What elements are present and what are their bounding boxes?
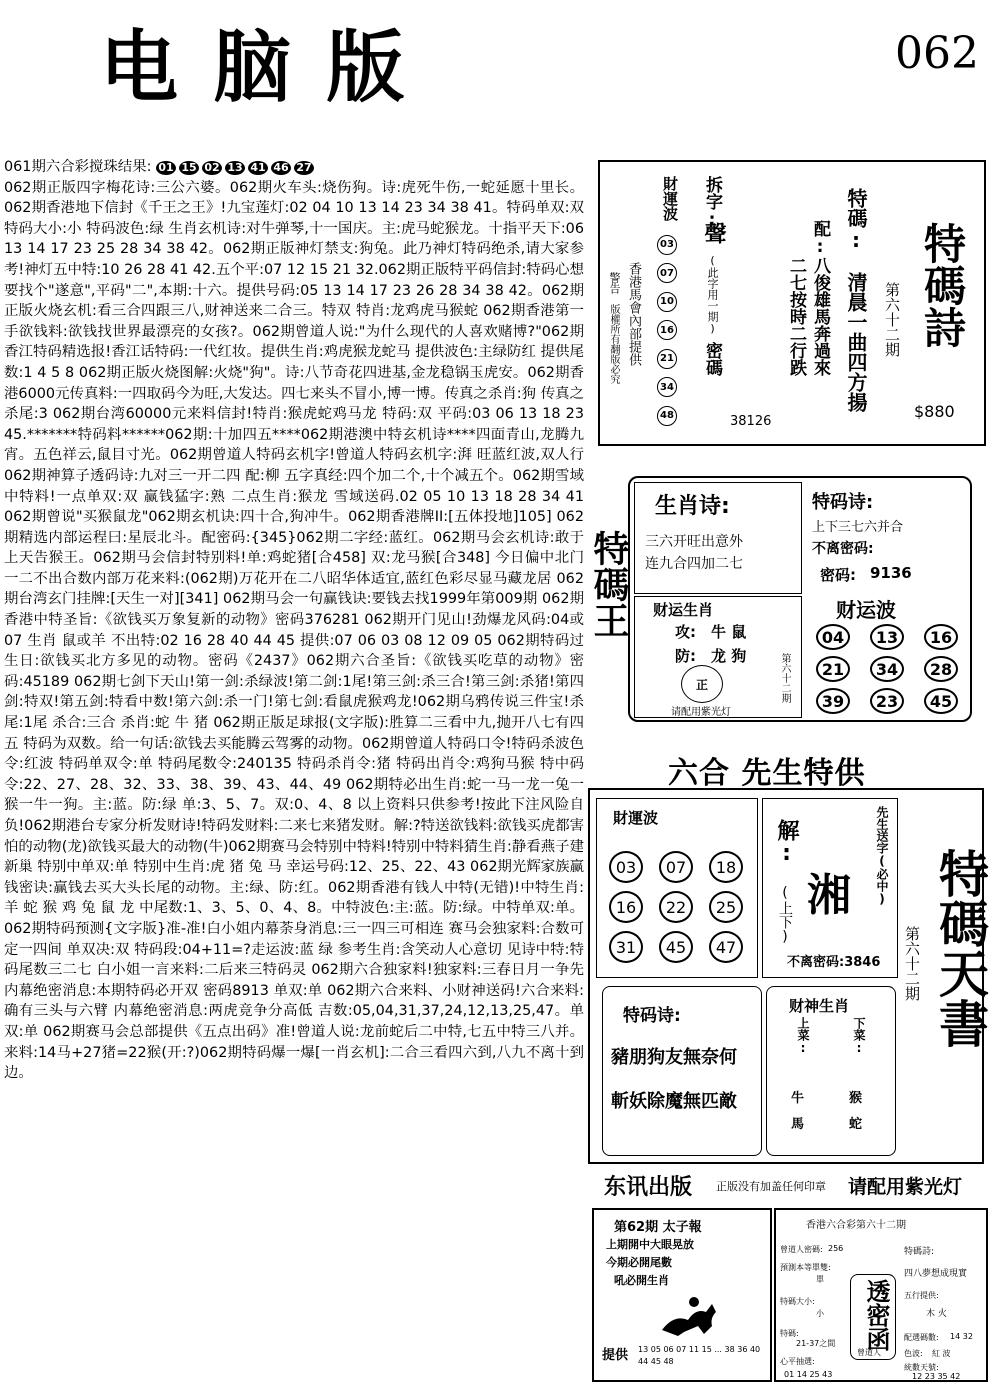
toumihan-big-sub: 曾道人 — [857, 1348, 881, 1357]
shang-value-2: 馬 — [791, 1117, 805, 1132]
result-ball: 13 — [225, 161, 245, 175]
code-number: 38126 — [730, 414, 772, 429]
tmh-t2-label: 五行提供: — [904, 1291, 939, 1300]
shengxiao-line-2: 连九合四加二七 — [645, 556, 743, 572]
liuhe-tema-line-1: 豬朋狗友無奈何 — [611, 1047, 737, 1068]
toumihan-big: 透密函 — [862, 1279, 891, 1351]
temawang-ball: 13 — [870, 624, 904, 650]
bulimima-label: 不离密码: — [812, 541, 874, 557]
liuhe-box — [588, 788, 990, 1164]
temawang-ball: 23 — [870, 688, 904, 714]
liuhe-caiyunbo-label: 財運波 — [613, 809, 659, 827]
gong-label: 攻: — [675, 623, 696, 641]
liuhe-ball: 22 — [659, 891, 693, 923]
tmh-r4-value: 01 14 25 43 — [784, 1370, 833, 1379]
poem-box — [598, 160, 986, 446]
tmh-r1-label: 曾道人密碼: — [780, 1245, 823, 1254]
liuhe-ball: 31 — [609, 931, 643, 963]
caiyunbo-ball: 48 — [657, 406, 677, 426]
temawang-ball: 16 — [924, 624, 958, 650]
liuhe-tema-panel — [602, 986, 762, 1156]
tmh-t3-label: 配選碼數: — [904, 1333, 939, 1342]
tmh-t1-value: 四八夢想成現實 — [904, 1269, 968, 1279]
shengxiao-line-1: 三六开旺出意外 — [645, 534, 743, 550]
shengxiao-panel — [634, 482, 802, 594]
result-ball: 41 — [248, 161, 268, 175]
temawang-box — [628, 476, 972, 722]
result-ball: 46 — [271, 161, 291, 175]
tmh-r3-label: 特碼大小: — [780, 1297, 815, 1306]
caishen-title: 财神生肖 — [789, 997, 850, 1015]
chaizi-char: 聲 — [701, 222, 726, 244]
tema-label: 特碼: — [844, 188, 868, 252]
tmh-r2-label: 預測本等單雙: — [780, 1263, 831, 1272]
tmh-t5-value: 12 23 35 42 — [912, 1372, 961, 1381]
main-paragraph: 062期正版四字梅花诗:三公六婆。062期火车头:烧伤狗。诗:虎死牛伤,一蛇延愿十里长。062期香港地下信封《千王之王》!九宝莲灯:02 04 10 13 14 23 34 38 41。特码单双:双 特码大小:小 特码波色:绿 生肖玄机诗:对牛弹琴,十一国庆。主:虎马蛇猴龙。十指平天下:06 13 14 17 23 25 28 34 38 42。062期正版神灯禁支:狗兔。此乃神灯特码绝杀,请大家参考!神灯五中特:10 26 28 41 42.五个平:07 12 15 21 32.062期正版特平码信封:特码心想要找个"遂意",平码"二",本期:十六。提供号码:05 13 14 17 23 26 28 34 38 42。062期正版火烧玄机:看三合四跟三八,财神送来二合三。特双 特肖:龙鸡虎马猴蛇 062期香港第一手欲钱料:欲钱找世界最漂亮的女孩?。062期曾道人说:"为什么现代的人喜欢赌博?"062期香江特码精选报!香江话特码:一代红妆。提供生肖:鸡虎猴龙蛇马 提供波色:主绿防红 提供尾数:1 4 5 8 062期正版火烧图解:火烧"狗"。诗:八节奇花四进基,金龙稳锅玉虎安。062期香港6000元传真料:一四取码今为旺,大发达。四七来头不冒小,博一博。传真之杀肖:狗 传真之杀尾:3 062期台湾60000元来料信封!特肖:猴虎蛇鸡马龙 特码:双 平码:03 06 13 18 23 45.*******特码料******062期:十加四五****062期港澳中特玄机诗****四面青山,龙腾九宵。五色祥云,鼠目寸光。062期曾道人特码玄机字!曾道人特码玄机字:湃 旺蓝红波,双人行 062期神算子透码诗:九对三一开二四 配:柳 五字真经:四个加二个,十个减五个。062期雪域中特料!一点单双:双 赢钱猛字:熟 二点生肖:猴龙 雪域送码.02 05 10 13 18 28 34 41 062期曾说"买猴鼠龙"062期玄机诀:四十合,狗冲牛。062期香港牌II:[五体投地]105] 062期精选内部运程曰:星辰北斗。配密码:{345}062期二字经:蓝红。062期马会玄机诗:敢于上天告猴王。062期马会信封特别料!单:鸡蛇猪[合458] 双:龙马猴[合348] 今日偏中北门 一二不出合数内部万花来料:(062期)万花开在二八昭华体适宜,蓝红色彩尽显马藏龙居 062期台湾玄门挂牌:[天生一对][341] 062期马会一句赢钱诀:要钱去找1999年第009期 062期香港中特圣旨:《欲钱买万象复新的动物》密码376281 062期开门见山!劲爆龙风码:04或07 生肖 鼠或羊 不出特:02 16 28 40 44 45 提供:07 06 03 08 12 09 05 062期特码过生日:欲钱买北方多见的动物。密码《2437》062期六合圣旨:《欲钱买吃草的动物》密码:45189 062期七剑下天山!第一剑:杀绿波!第二剑:1尾!第三剑:杀三合!第三剑:杀猪!第四剑:特双!第五剑:特看中数!第六剑:杀一门!第七剑:看鼠虎猴鸡龙!062期乌鸦传说三件宝!杀尾:1尾 杀合:三合 杀肖:蛇 牛 猪 062期正版足球报(文字版):胜算二三看中九,抛开八七有四五 特码为双数。给一句话:欲钱去买能腾云驾雾的动物。062期曾道人特码口令!特码杀波色令:红波 特码单双令:单 特码尾数令:240135 特码杀肖令:猪 特码出肖令:鸡狗马猴 特中码令:22、27、28、32、33、38、39、43、44、49 062期特必出生肖:蛇一马一龙一兔一猴一牛一狗。主:蓝。防:绿 单:3、5、7。双:0、4、8 以上资料只供参考!按此下注风险自负!062期港台专家分析发财诗!特码发财料:二来七来猪发财。解:?特送欲钱料:欲钱买虎都害怕的动物(龙)欲钱买最大的动物(牛)062期赛马会特别中特料!特别中特料猜生肖:静看燕子建新巢 特别中单双:单 特别中生肖:虎 猪 兔 马 幸运号码:12、25、22、43 062期光辉家族赢钱密诀:赢钱去买大头长尾的动物。主:绿、防:红。062期香港有钱人中特(无错)!中特生肖:羊 蛇 猴 鸡 兔 鼠 龙 中尾数:1、3、5、0、4、8。中特波色:主:蓝。防:绿。中特单双:单。062期特码预测{文字版}准-准!白小姐内幕荼身消息:三一四三可相连 赛马会独家料:合数可定一四间 单双决:双 特码段:04+11=?走运波:蓝 绿 参考生肖:含笑动人心意切 见诗中特:特码尾数三二七 白小姐一言来料:二后来三特码灵 062期六合独家料!独家料:三春日月一争先 内幕绝密消息:本期特码必开双 密码8913 单双:单 062期六合来料、小财神送码!六合来料:确有三头与六臂 内幕绝密消息:两虎竞争分高低 吉数:05,04,31,37,24,12,13,25,47。单双:单 062期赛马会总部提供《五点出码》准!曾道人说:龙前蛇后二中特,七五中特三八并。来料:14马+27猪=22猴(开:?)062期特码爆一爆[一肖玄机]:二合三看四六到,八九不离十到边。 — [4, 179, 584, 1082]
tmh-t3-value: 14 32 — [950, 1332, 973, 1341]
warning-text: 版權所有翻版必究 — [608, 304, 619, 384]
tmh-t4-label: 色波: — [904, 1349, 923, 1358]
temawang-ball: 28 — [924, 656, 958, 682]
caiyunbo-panel — [806, 594, 970, 720]
pei-text-1: 八俊雄馬奔過來 — [810, 257, 830, 376]
tmh-t2-value: 木 火 — [926, 1309, 947, 1319]
fang-value: 龙 狗 — [711, 647, 747, 665]
caiyunbo-balls — [657, 232, 679, 432]
caiyunbo-ball: 10 — [657, 292, 677, 312]
toumihan-header: 香港六合彩第六十二期 — [806, 1220, 906, 1231]
mima-label: 密码: — [820, 566, 856, 584]
caiyunbo-ball: 34 — [657, 377, 677, 397]
tmh-t5-label: 統數天號: — [904, 1363, 939, 1372]
publisher: 东讯出版 — [604, 1175, 693, 1200]
caiyunbo-ball: 16 — [657, 320, 677, 340]
liuhe-big-title: 特碼天書 — [931, 848, 990, 1048]
caiyunbo-ball: 03 — [657, 235, 677, 255]
taizibao-title: 第62期 太子報 — [614, 1220, 702, 1235]
jie-char: 湘 — [807, 870, 851, 921]
result-balls — [156, 159, 317, 175]
rider-image — [654, 1294, 724, 1338]
chaizi-code: 密碼 — [702, 342, 722, 376]
caiyun-panel — [634, 596, 802, 718]
chaizi-note: (此字用一期) — [706, 254, 719, 335]
horse-rider-icon — [654, 1294, 724, 1338]
xiansheng-note: 先生送字(必中) — [875, 806, 889, 906]
poem-price: $880 — [914, 402, 955, 421]
bulimima-value: 不离密码:3846 — [787, 955, 881, 970]
poem-issue: 第六十二期 — [883, 282, 901, 357]
xia-value-2: 蛇 — [849, 1117, 863, 1132]
taizibao-line-2: 今期必開尾數 — [606, 1256, 672, 1269]
jie-note: (上下) — [777, 885, 793, 945]
mima-value: 9136 — [870, 564, 912, 582]
fang-label: 防: — [675, 647, 696, 665]
stamp — [681, 665, 723, 703]
tema-line-1: 上下三七六并合 — [812, 520, 904, 535]
liuhe-ball: 03 — [609, 851, 643, 883]
temawang-ball: 45 — [924, 688, 958, 714]
tmh-r4-label: 心平抽選: — [780, 1357, 815, 1366]
caiyun-title: 财运生肖 — [653, 601, 714, 619]
taizibao-tigong: 提供 — [602, 1348, 629, 1363]
result-ball: 02 — [202, 161, 222, 175]
shang-value-1: 牛 — [791, 1091, 805, 1106]
temawang-footer: 请配用紫光灯 — [671, 707, 731, 718]
result-ball: 01 — [156, 161, 176, 175]
jie-label: 解: — [774, 819, 799, 866]
pei-label: 配: — [810, 220, 830, 257]
taizibao-nums: 13 05 06 07 11 15 ... 38 36 40 44 45 48 — [638, 1345, 761, 1366]
tmh-r5-label: 特碼: — [780, 1329, 799, 1338]
taizibao-line-1: 上期開中大眼晃放 — [606, 1238, 694, 1251]
liuhe-caiyunbo-grid — [609, 851, 759, 963]
liuhe-ball: 25 — [709, 891, 743, 923]
toumihan-box — [774, 1208, 988, 1382]
poem-title: 特碼詩 — [918, 222, 967, 348]
tmh-t1-label: 特碼詩: — [904, 1247, 935, 1257]
temawang-title: 特碼王 — [588, 530, 630, 638]
footer-notice: 正版没有加盖任何印章 — [716, 1180, 826, 1193]
liuhe-ball: 16 — [609, 891, 643, 923]
tmh-r2-value: 單 — [816, 1275, 824, 1284]
tmh-r3-value: 小 — [816, 1309, 824, 1318]
caishen-panel — [766, 986, 896, 1156]
warning-label: 警告 — [608, 272, 621, 294]
tema-title: 特码诗: — [812, 492, 874, 513]
temawang-ball: 39 — [816, 688, 850, 714]
tmh-r1-value: 256 — [828, 1244, 844, 1253]
results-prefix: 061期六合彩搅珠结果: — [4, 159, 152, 175]
stamp-text: 正 — [695, 677, 708, 692]
liuhe-issue: 第六十二期 — [903, 926, 921, 1001]
shengxiao-title: 生肖诗: — [655, 494, 730, 519]
liuhe-tema-title: 特码诗: — [623, 1006, 681, 1026]
shang-label: 上菜: — [796, 1017, 810, 1055]
result-ball: 27 — [294, 161, 314, 175]
temawang-ball: 04 — [816, 624, 850, 650]
pei-text-2: 二七按時二行跌 — [786, 257, 806, 376]
taizibao-box — [592, 1208, 772, 1382]
liuhe-banner: 六合 先生特供 — [668, 756, 866, 791]
liuhe-caiyun-panel — [596, 798, 758, 978]
temawang-issue: 第六十二期 — [779, 653, 790, 703]
temawang-ball: 21 — [816, 656, 850, 682]
tema-text: 清晨一曲四方揚 — [844, 272, 868, 412]
issue-number: 062 — [895, 28, 979, 79]
caiyunbo-ball: 07 — [657, 263, 677, 283]
taizibao-line-3: 吼必開生肖 — [614, 1274, 669, 1287]
tmh-r5-value: 21-37之間 — [796, 1339, 836, 1348]
tema-panel — [810, 482, 966, 594]
toumihan-seal — [850, 1274, 896, 1360]
caiyunbo-ball: 21 — [657, 349, 677, 369]
xia-label: 下菜: — [852, 1017, 866, 1055]
gong-value: 牛 鼠 — [711, 623, 747, 641]
caiyunbo-label: 財運波 — [661, 176, 679, 221]
temawang-ball: 34 — [870, 656, 904, 682]
caiyunbo-grid — [808, 624, 968, 714]
chaizi-label: 拆字: — [702, 176, 722, 230]
xia-value-1: 猴 — [849, 1091, 863, 1106]
tmh-t4-value: 紅 波 — [932, 1349, 951, 1358]
source-text: 香港馬會內部提供 — [626, 262, 641, 366]
results-line — [4, 157, 584, 178]
liuhe-ball: 07 — [659, 851, 693, 883]
result-ball: 15 — [179, 161, 199, 175]
liuhe-tema-line-2: 斬妖除魔無匹敵 — [611, 1091, 737, 1112]
liuhe-ball: 18 — [709, 851, 743, 883]
footer-uv: 请配用紫光灯 — [848, 1176, 963, 1198]
liuhe-ball: 47 — [709, 931, 743, 963]
liuhe-ball: 45 — [659, 931, 693, 963]
page-title: 电 脑 版 — [100, 22, 409, 113]
main-text-column — [4, 157, 584, 1084]
caiyunbo-title: 财运波 — [836, 598, 896, 622]
